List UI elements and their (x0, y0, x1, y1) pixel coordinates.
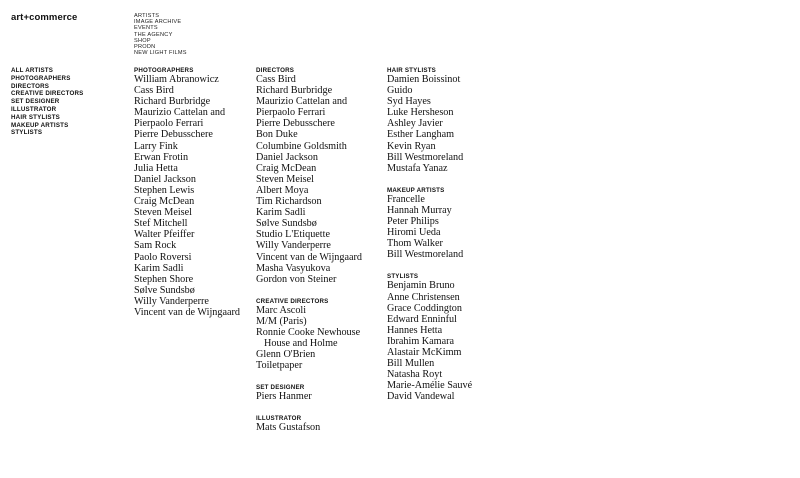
artist-link[interactable]: Ronnie Cooke Newhouse (256, 326, 361, 338)
artist-link[interactable]: Vincent van de Wijngaard (134, 306, 241, 318)
artist-link[interactable]: Marie-Amélie Sauvé (387, 380, 473, 392)
top-nav-prodn[interactable]: PRODN (134, 44, 156, 51)
artist-link[interactable]: Benjamin Bruno (387, 280, 455, 292)
artist-link[interactable]: Studio L'Etiquette (256, 229, 330, 241)
artist-link[interactable]: Hiromi Ueda (387, 227, 441, 239)
artist-link[interactable]: Thom Walker (387, 238, 443, 250)
artist-link[interactable]: Columbine Goldsmith (256, 140, 347, 152)
side-nav-directors[interactable]: DIRECTORS (11, 82, 50, 90)
artist-link[interactable]: David Vandewal (387, 391, 455, 403)
artist-list (256, 74, 362, 285)
artist-link[interactable]: Peter Philips (387, 216, 439, 228)
side-nav-stylists[interactable]: STYLISTS (11, 129, 43, 137)
artist-link[interactable]: Luke Hersheson (387, 107, 454, 119)
artist-link[interactable]: Natasha Royt (387, 369, 443, 381)
artist-list (256, 422, 362, 433)
artist-column-1 (134, 67, 240, 331)
artist-link[interactable]: Maurizio Cattelan and (134, 107, 226, 119)
artist-link[interactable]: Piers Hanmer (256, 391, 312, 403)
artist-link[interactable]: Edward Enninful (387, 313, 457, 325)
side-nav-illustrator[interactable]: ILLUSTRATOR (11, 105, 57, 113)
side-nav-hair-stylists[interactable]: HAIR STYLISTS (11, 113, 61, 121)
artist-link[interactable]: Larry Fink (134, 140, 178, 152)
artist-link[interactable]: Bon Duke (256, 129, 298, 141)
artist-link[interactable]: Vincent van de Wijngaard (256, 251, 363, 263)
section-photographers (134, 67, 240, 318)
section-directors (256, 67, 362, 285)
section-title: MAKEUP ARTISTS (387, 186, 445, 194)
artist-link[interactable]: Erwan Frotin (134, 151, 189, 163)
artist-link[interactable]: Pierpaolo Ferrari (134, 118, 204, 130)
artist-link[interactable]: Ashley Javier (387, 118, 443, 130)
artist-list (256, 391, 362, 402)
artist-list (256, 305, 362, 372)
artist-link[interactable]: Stephen Lewis (134, 184, 195, 196)
section-title: ILLUSTRATOR (256, 415, 302, 423)
artist-link[interactable]: Albert Moya (256, 184, 309, 196)
artist-link[interactable]: Daniel Jackson (256, 151, 318, 163)
artist-link[interactable]: Richard Burbridge (134, 96, 211, 108)
artist-link[interactable]: Stef Mitchell (134, 218, 188, 230)
artist-link[interactable]: Pierre Debusschere (256, 118, 335, 130)
top-nav (134, 13, 187, 56)
section-illustrator (256, 415, 362, 433)
artist-category-nav (11, 67, 83, 137)
artist-link[interactable]: Cass Bird (134, 85, 174, 97)
artist-link[interactable]: Pierre Debusschere (134, 129, 213, 141)
section-creative-directors (256, 298, 362, 372)
artist-link[interactable]: Kevin Ryan (387, 140, 436, 152)
artist-link[interactable]: Tim Richardson (256, 196, 322, 208)
artist-link[interactable]: Grace Coddington (387, 302, 462, 314)
artist-link[interactable]: Toiletpaper (256, 360, 303, 372)
artist-link[interactable]: Steven Meisel (256, 173, 315, 185)
section-title: SET DESIGNER (256, 384, 305, 392)
artist-list (387, 194, 472, 261)
side-nav-all-artists[interactable]: ALL ARTISTS (11, 67, 54, 74)
artist-link[interactable]: Willy Vanderperre (134, 295, 209, 307)
artist-link[interactable]: Bill Westmoreland (387, 249, 464, 261)
artist-link[interactable]: Marc Ascoli (256, 304, 307, 316)
artist-link[interactable]: Paolo Roversi (134, 251, 192, 263)
section-title: DIRECTORS (256, 67, 295, 74)
artist-link[interactable]: Stephen Shore (134, 273, 194, 285)
side-nav-makeup-artists[interactable]: MAKEUP ARTISTS (11, 121, 69, 129)
artist-link[interactable]: Mustafa Yanaz (387, 162, 448, 174)
artist-link[interactable]: Julia Hetta (134, 162, 178, 174)
artist-list (134, 74, 240, 318)
artist-link[interactable]: Sølve Sundsbø (256, 218, 317, 230)
artist-link[interactable]: Francelle (387, 193, 425, 205)
section-makeup-artists (387, 187, 472, 261)
artist-link[interactable]: Walter Pfeiffer (134, 229, 195, 241)
artist-link[interactable]: Esther Langham (387, 129, 455, 141)
artist-link[interactable]: Steven Meisel (134, 207, 193, 219)
artist-link[interactable]: Bill Westmoreland (387, 151, 464, 163)
artist-link[interactable]: Glenn O'Brien (256, 349, 316, 361)
section-stylists (387, 273, 472, 402)
artist-link[interactable]: Willy Vanderperre (256, 240, 331, 252)
artist-link[interactable]: William Abranowicz (134, 74, 219, 85)
top-nav-new-light-films[interactable]: NEW LIGHT FILMS (134, 50, 187, 57)
artist-link[interactable]: Hannah Murray (387, 204, 452, 216)
artist-link[interactable]: House and Holme (264, 338, 338, 350)
artist-link[interactable]: Syd Hayes (387, 96, 431, 108)
section-title: CREATIVE DIRECTORS (256, 297, 329, 305)
top-nav-events[interactable]: EVENTS (134, 25, 158, 32)
artist-link[interactable]: Ibrahim Kamara (387, 335, 455, 347)
top-nav-the-agency[interactable]: THE AGENCY (134, 31, 173, 38)
artist-link[interactable]: Sam Rock (134, 240, 177, 252)
artist-link[interactable]: Masha Vasyukova (256, 262, 331, 274)
side-nav-set-designer[interactable]: SET DESIGNER (11, 98, 60, 106)
artist-link[interactable]: Mats Gustafson (256, 422, 321, 434)
section-set-designer (256, 384, 362, 402)
artist-column-3 (387, 67, 472, 415)
side-nav-photographers[interactable]: PHOTOGRAPHERS (11, 74, 71, 82)
artist-link[interactable]: Craig McDean (134, 196, 195, 208)
top-nav-artists[interactable]: ARTISTS (134, 13, 160, 19)
artist-list (387, 280, 472, 402)
artist-link[interactable]: Guido (387, 85, 413, 97)
artist-link[interactable]: Maurizio Cattelan and (256, 96, 348, 108)
top-nav-shop[interactable]: SHOP (134, 37, 151, 44)
artist-column-2 (256, 67, 362, 447)
section-hair-stylists (387, 67, 472, 174)
top-nav-image-archive[interactable]: IMAGE ARCHIVE (134, 19, 182, 26)
artist-link[interactable]: Anne Christensen (387, 291, 460, 303)
artist-link[interactable]: Karim Sadli (134, 262, 184, 274)
artist-link[interactable]: M/M (Paris) (256, 315, 307, 327)
artist-link[interactable]: Craig McDean (256, 162, 317, 174)
section-title: STYLISTS (387, 273, 419, 281)
site-logo[interactable]: art+commerce (11, 12, 78, 23)
artist-link[interactable]: Gordon von Steiner (256, 273, 337, 285)
artist-list (387, 74, 472, 174)
artist-link[interactable]: Alastair McKimm (387, 346, 462, 358)
artist-link[interactable]: Bill Mullen (387, 358, 435, 370)
artist-link[interactable]: Pierpaolo Ferrari (256, 107, 326, 119)
artist-link[interactable]: Sølve Sundsbø (134, 284, 195, 296)
section-title: HAIR STYLISTS (387, 67, 437, 74)
side-nav-creative-directors[interactable]: CREATIVE DIRECTORS (11, 90, 84, 98)
artist-link[interactable]: Richard Burbridge (256, 85, 333, 97)
artist-link[interactable]: Hannes Hetta (387, 324, 443, 336)
section-title: PHOTOGRAPHERS (134, 67, 194, 74)
artist-link[interactable]: Cass Bird (256, 74, 296, 85)
artist-link[interactable]: Karim Sadli (256, 207, 306, 219)
artist-link[interactable]: Damien Boissinot (387, 74, 461, 85)
artist-link[interactable]: Daniel Jackson (134, 173, 196, 185)
